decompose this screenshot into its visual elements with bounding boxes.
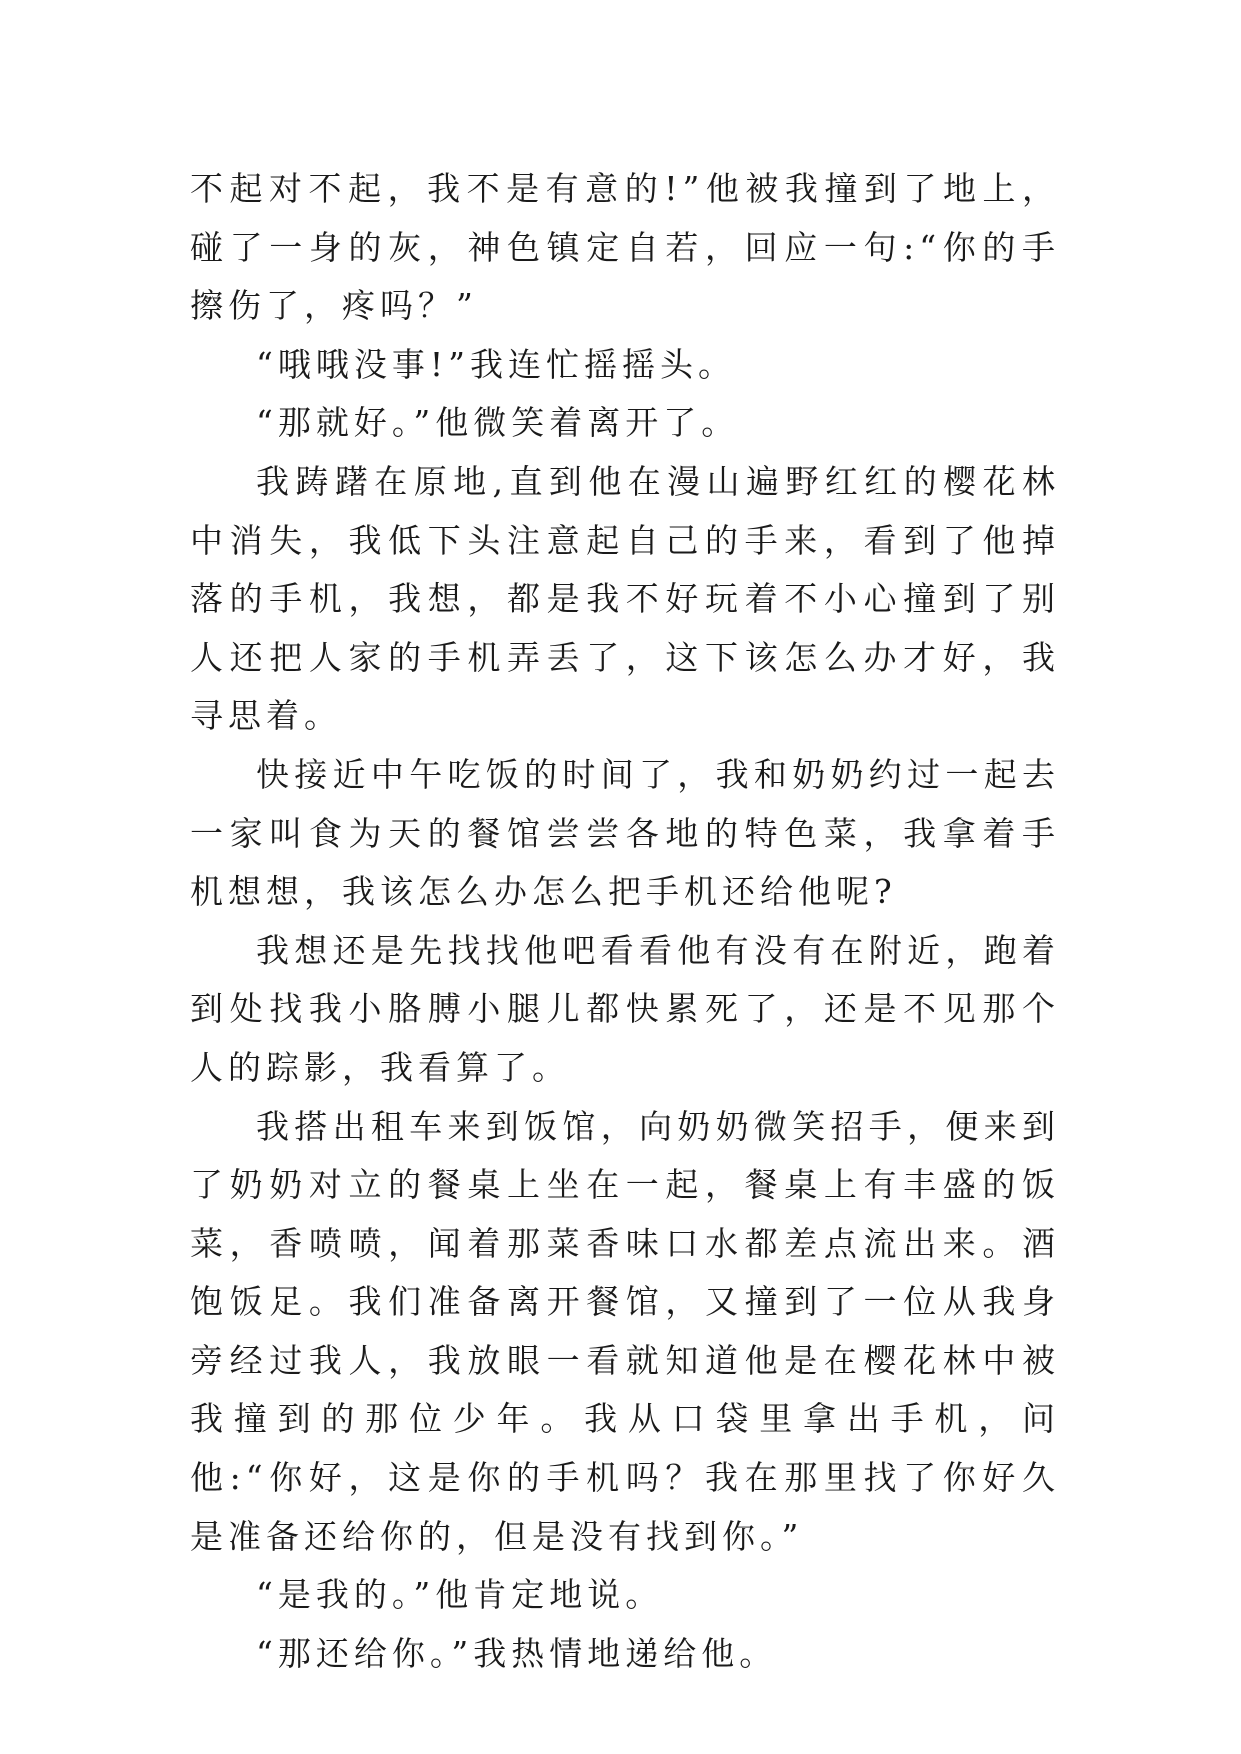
paragraph-4: 我踌躇在原地,直到他在漫山遍野红红的樱花林中消失，我低下头注意起自己的手来，看到了他掉落的手机，我想，都是我不好玩着不小心撞到了别人还把人家的手机弄丢了，这下该怎么办才好，我寻思着。 [190, 461, 1060, 736]
paragraph-3: “那就好。”他微笑着离开了。 [256, 403, 740, 443]
paragraph-8: “是我的。”他肯定地说。 [256, 1575, 664, 1615]
document-body [190, 160, 1060, 1683]
paragraph-5: 快接近中午吃饭的时间了，我和奶奶约过一起去一家叫食为天的餐馆尝尝各地的特色菜，我拿着手机想想，我该怎么办怎么把手机还给他呢? [190, 754, 1060, 912]
paragraph-6: 我想还是先找找他吧看看他有没有在附近，跑着到处找我小胳膊小腿儿都快累死了，还是不见那个人的踪影，我看算了。 [190, 930, 1060, 1087]
paragraph-9: “那还给你。”我热情地递给他。 [256, 1633, 778, 1673]
paragraph-2: “哦哦没事!”我连忙摇摇头。 [256, 344, 737, 384]
paragraph-7: 我搭出租车来到饭馆，向奶奶微笑招手，便来到了奶奶对立的餐桌上坐在一起，餐桌上有丰盛的饭菜，香喷喷，闻着那菜香味口水都差点流出来。酒饱饭足。我们准备离开餐馆，又撞到了一位从我身旁经过我人，我放眼一看就知道他是在樱花林中被我撞到的那位少年。我从口袋里拿出手机，问他:“你好，这是你的手机吗？我在那里找了你好久是准备还给你的，但是没有找到你。” [190, 1106, 1060, 1556]
paragraph-1: 不起对不起，我不是有意的!”他被我撞到了地上，碰了一身的灰，神色镇定自若，回应一句:“你的手擦伤了，疼吗？” [190, 169, 1060, 326]
